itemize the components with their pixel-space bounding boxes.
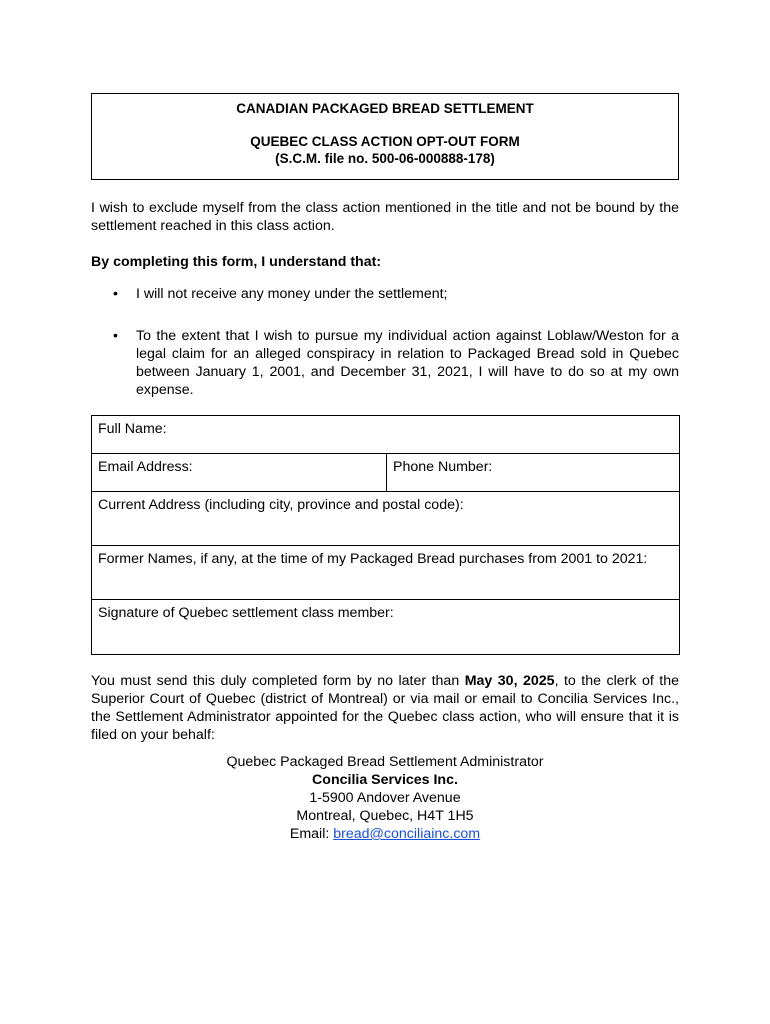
signature-label: Signature of Quebec settlement class member: [98,605,394,621]
administrator-address [91,753,679,843]
instructions-paragraph [91,672,679,744]
settlement-title: CANADIAN PACKAGED BREAD SETTLEMENT [236,101,534,116]
opt-out-form-table [91,415,680,655]
administrator-city: Montreal, Quebec, H4T 1H5 [296,808,474,824]
understand-heading: By completing this form, I understand that: [91,254,382,270]
bullet-icon: • [113,328,118,344]
address-field[interactable] [92,492,679,546]
administrator-street: 1-5900 Andover Avenue [309,790,461,806]
administrator-company: Concilia Services Inc. [312,772,458,788]
bullet-icon: • [113,286,118,302]
full-name-label: Full Name: [98,421,167,437]
instructions-text-after: , to the clerk of the Superior Court of Quebec (district of Montreal) or via mail or email to Concilia Services Inc., the Settlement Administrator appointed for the Quebec class action, who will ensure that it is filed on your behalf: [91,673,679,743]
title-box [91,93,679,180]
instructions-text-before: You must send this duly completed form by no later than [91,673,465,689]
form-title: QUEBEC CLASS ACTION OPT-OUT FORM [250,134,520,149]
deadline-date: May 30, 2025 [464,673,555,689]
contact-row [92,454,679,492]
administrator-email-line [91,825,679,843]
file-number: (S.C.M. file no. 500-06-000888-178) [275,151,495,166]
email-field[interactable] [92,454,386,491]
email-prefix: Email: [289,826,334,842]
former-names-field[interactable] [92,546,679,600]
intro-paragraph: I wish to exclude myself from the class action mentioned in the title and not be bound by the settlement reached in this class action. [91,200,679,234]
phone-label: Phone Number: [393,459,493,475]
signature-field[interactable] [92,600,679,655]
bullet-text: To the extent that I wish to pursue my individual action against Loblaw/Weston for a legal claim for an alleged conspiracy in relation to Packaged Bread sold in Quebec between January 1, 2001, and December 31, 2021, I will have to do so at my own expense. [136,328,679,398]
administrator-title: Quebec Packaged Bread Settlement Administrator [226,754,544,770]
administrator-email-link[interactable]: bread@conciliainc.com [333,826,481,842]
full-name-field[interactable] [92,416,679,454]
phone-field[interactable] [387,454,679,491]
email-label: Email Address: [98,459,193,475]
former-names-label: Former Names, if any, at the time of my Packaged Bread purchases from 2001 to 2021: [98,551,648,567]
address-label: Current Address (including city, province and postal code): [98,497,464,513]
bullet-text: I will not receive any money under the settlement; [136,286,448,302]
